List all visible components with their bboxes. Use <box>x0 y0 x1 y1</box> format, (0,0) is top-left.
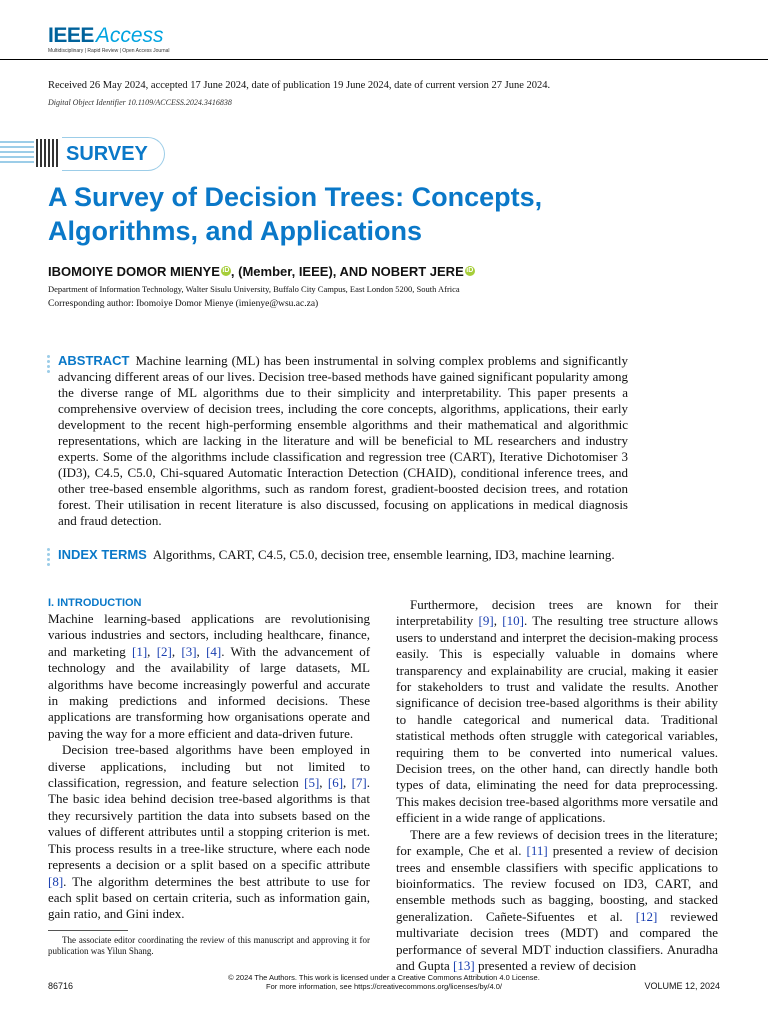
paragraph: Furthermore, decision trees are known for their interpretability [9], [10]. The resulting tree structure allows users to understand and interpret the decision-making process easily. This is especially valuable in domains where transparency and explainability are crucial, making it easier for stakeholders to trust and validate the results. Another significance of decision tree-based algorithms is their ability to handle categorical and numerical data. Traditional statistical methods often struggle with categorical variables, requiring them to be converted into numerical values. Decision trees, on the other hand, can directly handle both types of data, eliminating the need for data preprocessing. This makes decision tree-based algorithms more versatile and efficient in a wide range of applications. <box>396 597 718 826</box>
license-line-1: © 2024 The Authors. This work is licensed under a Creative Commons Attribution 4.0 License. <box>228 973 540 982</box>
citation-link[interactable]: [1] <box>132 643 148 659</box>
logo-ieee: IEEE <box>48 24 94 47</box>
index-terms-label: INDEX TERMS <box>58 547 147 562</box>
logo-access: Access <box>95 24 164 47</box>
citation-link[interactable]: [13] <box>453 957 475 973</box>
citation-link[interactable]: [3] <box>181 643 197 659</box>
citation-link[interactable]: [6] <box>327 775 344 791</box>
paragraph: Machine learning-based applications are revolutionising various industries and sectors, including healthcare, finance, and marketing [1], [2], [3], [4]. With the advancement of technology and the availability of large datasets, ML algorithms have become increasingly powerful and accurate in making predictions and informed decisions. These applications are transforming how organisations operate and paving the way for a more efficient and data-driven future. <box>48 611 371 741</box>
paragraph: There are a few reviews of decision trees in the literature; for example, Che et al. [11] presented a review of decision trees and ensemble classifiers with specific applications to bioinformatics. The review focused on ID3, CART, and ensemble methods such as bagging, boosting, and stacked generalization. Cañete-Sifuentes et al. [12] reviewed multivariate decision trees (MDT) and compared the performance of several MDT induction classifiers. Anuradha and Gupta [13] presented a review of decision <box>396 826 718 973</box>
header-rule <box>0 59 768 60</box>
corresponding-author: Corresponding author: Ibomoiye Domor Mienye (imienye@wsu.ac.za) <box>48 299 319 309</box>
index-dots-icon <box>47 548 51 568</box>
license-line-2[interactable]: For more information, see https://creativecommons.org/licenses/by/4.0/ <box>266 982 502 991</box>
citation-link[interactable]: [5] <box>304 775 320 791</box>
citation-link[interactable]: [10] <box>502 613 524 629</box>
doi: Digital Object Identifier 10.1109/ACCESS.2024.3416838 <box>48 98 232 107</box>
citation-link[interactable]: [2] <box>156 643 172 659</box>
abstract-dots-icon <box>47 355 51 375</box>
orcid-icon[interactable]: iD <box>222 267 230 274</box>
journal-logo <box>48 24 170 54</box>
paper-title <box>48 180 728 248</box>
survey-stripes-graphic <box>0 137 62 169</box>
volume: VOLUME 12, 2024 <box>644 981 720 991</box>
title-line-1: A Survey of Decision Trees: Concepts, <box>48 182 543 212</box>
abstract <box>58 353 628 529</box>
citation-link[interactable]: [4] <box>206 643 222 659</box>
survey-badge: SURVEY <box>62 137 165 171</box>
section-heading: I. INTRODUCTION <box>48 597 142 609</box>
citation-link[interactable]: [12] <box>635 908 658 924</box>
affiliation: Department of Information Technology, Walter Sisulu University, Buffalo City Campus, East London 5200, South Africa <box>48 284 460 294</box>
citation-link[interactable]: [8] <box>48 873 64 889</box>
abstract-text: Machine learning (ML) has been instrumental in solving complex problems and significantly advancing different areas of our lives. Decision tree-based methods have gained significant popularity among the diverse range of ML algorithms due to their simplicity and interpretability. This paper presents a comprehensive overview of decision trees, including the core concepts, algorithms, applications, their early development to the recent high-performing ensemble algorithms and their mathematical and algorithmic representations, which are lacking in the literature and will be beneficial to ML researchers and industry experts. Some of the algorithms include classification and regression tree (CART), Iterative Dichotomiser 3 (ID3), C4.5, C5.0, Chi-squared Automatic Interaction Detection (CHAID), conditional inference trees, and other tree-based ensemble algorithms, such as random forest, gradient-boosted decision trees, and rotation forest. Their utilisation in recent literature is also discussed, focusing on applications in medical diagnosis and fraud detection. <box>58 353 628 528</box>
index-terms-text: Algorithms, CART, C4.5, C5.0, decision tree, ensemble learning, ID3, machine learning. <box>152 547 615 562</box>
page-number: 86716 <box>48 981 74 991</box>
left-column <box>48 597 370 923</box>
author-1: IBOMOIYE DOMOR MIENYE <box>48 264 220 279</box>
citation-link[interactable]: [9] <box>478 613 494 629</box>
paragraph: Decision tree-based algorithms have been employed in diverse applications, including but not limited to classification, regression, and feature selection [5], [6], [7]. The basic idea behind decision tree-based algorithms is that they recursively partition the data into subsets based on the values of different attributes until a stopping criterion is met. This process results in a tree-like structure, where each node represents a decision or a split based on a specific attribute [8]. The algorithm determines the best attribute to use for each split based on certain criteria, such as information gain, gain ratio, and Gini index. <box>48 742 371 922</box>
author-list <box>48 264 475 279</box>
index-terms <box>58 547 615 563</box>
title-line-2: Algorithms, and Applications <box>48 216 423 246</box>
citation-link[interactable]: [11] <box>526 843 548 859</box>
abstract-label: ABSTRACT <box>58 353 130 368</box>
orcid-icon[interactable]: iD <box>466 267 474 274</box>
received-dates: Received 26 May 2024, accepted 17 June 2024, date of publication 19 June 2024, date of current version 27 June 2024. <box>48 80 551 91</box>
citation-link[interactable]: [7] <box>351 775 367 791</box>
footnote-rule <box>48 930 128 931</box>
right-column <box>396 597 718 974</box>
logo-tagline: Multidisciplinary | Rapid Review | Open Access Journal <box>48 48 170 54</box>
author-rest: , (Member, IEEE), AND NOBERT JERE <box>230 264 464 279</box>
footnote: The associate editor coordinating the review of this manuscript and approving it for publication was Yilun Shang. <box>48 935 370 956</box>
